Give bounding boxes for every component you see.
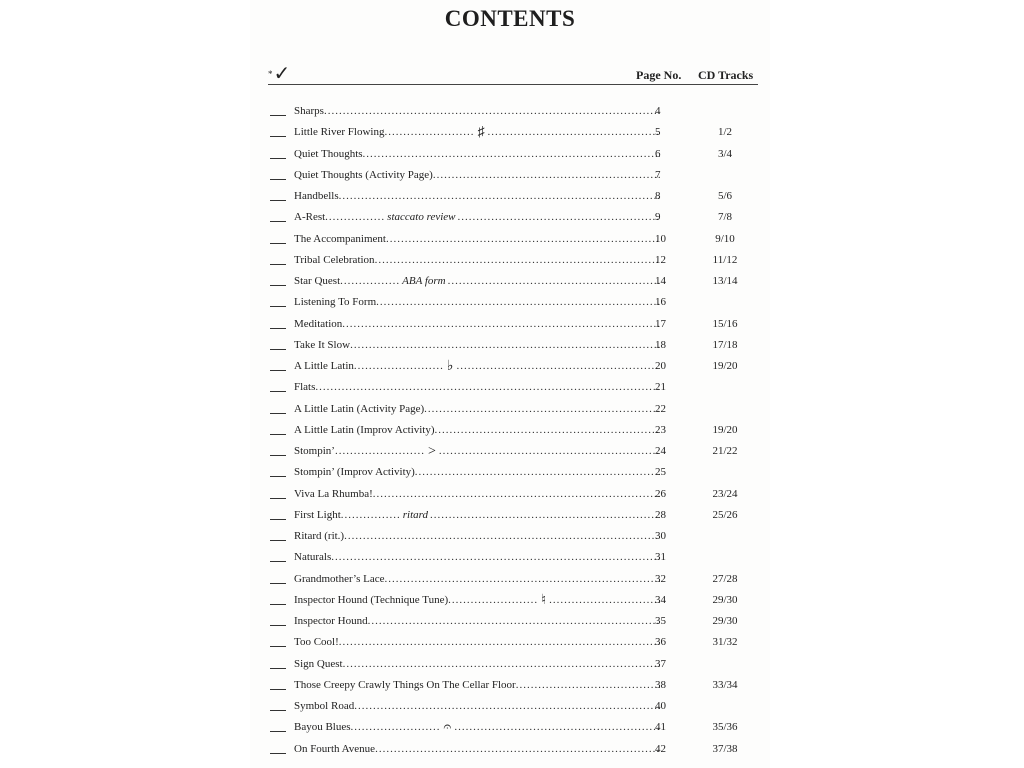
dot-leader (342, 314, 660, 335)
cd-tracks: 9/10 (715, 232, 735, 245)
cd-tracks: 11/12 (712, 253, 738, 266)
cd-tracks: 27/28 (712, 572, 738, 585)
entry-title: First Light (294, 508, 341, 521)
list-item (270, 165, 770, 186)
page-number: 31 (655, 551, 666, 564)
checkbox-line (270, 753, 286, 754)
entry-title-leader (294, 696, 660, 717)
entry-title-leader (294, 144, 660, 165)
page-number: 14 (655, 275, 666, 287)
checkbox-line (270, 476, 286, 477)
contents-page (250, 0, 770, 768)
checkbox-line (270, 115, 286, 116)
entry-title: The Accompaniment (294, 232, 386, 245)
dot-leader (354, 696, 660, 717)
entry-title: A Little Latin (Activity Page) (294, 402, 425, 415)
cd-tracks: 15/16 (712, 317, 738, 330)
dot-leader (315, 377, 660, 398)
list-item (270, 484, 770, 505)
dot-leader (448, 271, 660, 292)
cd-tracks: 1/2 (717, 126, 733, 139)
list-item (270, 526, 770, 547)
page-number: 7 (655, 168, 661, 181)
entry-title: Stompin’ (Improv Activity) (294, 466, 415, 479)
entry-title-leader (294, 250, 660, 271)
entry-title-leader (294, 441, 660, 462)
dot-leader (325, 207, 385, 228)
list-item (270, 441, 770, 462)
entry-title-leader (294, 356, 660, 377)
entry-title: A Little Latin (Improv Activity) (294, 423, 435, 436)
checkbox-line (270, 625, 286, 626)
list-item (270, 675, 770, 696)
entry-annotation: staccato review (387, 211, 456, 224)
entry-title: Symbol Road (294, 700, 355, 712)
list-item (270, 377, 770, 398)
list-item (270, 101, 770, 122)
checkbox-line (270, 604, 286, 605)
dot-leader (457, 356, 661, 377)
list-item (270, 632, 770, 653)
entry-title: Sharps (294, 105, 324, 117)
checkbox-line (270, 328, 286, 329)
entry-title-leader (294, 654, 660, 675)
dot-leader (516, 675, 660, 696)
dot-leader (439, 441, 660, 462)
page-number: 36 (655, 636, 666, 649)
page-number: 5 (655, 126, 661, 139)
page-number: 9 (655, 211, 661, 224)
dot-leader (549, 590, 660, 611)
entry-title-leader (294, 377, 660, 398)
entry-title-leader (294, 335, 660, 356)
cd-tracks: 5/6 (717, 190, 733, 202)
list-item (270, 229, 770, 250)
entry-title-leader (294, 484, 660, 505)
checkbox-line (270, 689, 286, 690)
page-number: 35 (655, 615, 666, 627)
list-item (270, 271, 770, 292)
list-item (270, 144, 770, 165)
entry-title: Grandmother’s Lace (294, 572, 385, 585)
list-item (270, 696, 770, 717)
entry-title-leader (294, 739, 660, 760)
cd-tracks: 17/18 (712, 338, 738, 351)
cd-tracks: 3/4 (717, 147, 733, 160)
dot-leader (375, 739, 660, 760)
table-header (268, 64, 758, 85)
dot-leader (343, 654, 660, 675)
dot-leader (376, 292, 660, 313)
dot-leader (386, 229, 660, 250)
list-item (270, 250, 770, 271)
checkbox-line (270, 455, 286, 456)
music-symbol-icon: ♮ (541, 592, 547, 608)
dot-leader (339, 632, 660, 653)
entry-title: A Little Latin (294, 360, 354, 372)
page-number: 18 (655, 338, 666, 351)
dot-leader (335, 441, 425, 462)
dot-leader (368, 611, 660, 632)
dot-leader (363, 144, 660, 165)
entry-title: Flats (294, 381, 316, 394)
cd-tracks: 33/34 (712, 678, 738, 691)
page-number: 10 (655, 232, 666, 245)
entry-title: Inspector Hound (Technique Tune) (294, 593, 449, 606)
checkbox-line (270, 243, 286, 244)
checkbox-line (270, 264, 286, 265)
page-number: 34 (655, 593, 666, 606)
page-number-column-header: Page No. (636, 68, 682, 82)
dot-leader (324, 101, 660, 122)
entry-title: Stompin’ (294, 445, 335, 457)
dot-leader (487, 122, 660, 143)
checkbox-line (270, 668, 286, 669)
page-number: 24 (655, 445, 666, 457)
checkbox-line (270, 158, 286, 159)
dot-leader (454, 717, 660, 738)
entry-title: Meditation (294, 317, 343, 330)
page-number: 38 (655, 678, 666, 691)
page-number: 23 (655, 423, 666, 436)
entry-title-leader (294, 292, 660, 313)
checkbox-line (270, 434, 286, 435)
entry-title: A-Rest (294, 211, 326, 224)
cd-tracks: 19/20 (712, 360, 738, 372)
dot-leader (341, 505, 401, 526)
page-number: 21 (655, 381, 666, 394)
dot-leader (339, 186, 660, 207)
page-number: 41 (655, 721, 666, 734)
cd-tracks: 13/14 (712, 275, 738, 287)
list-item (270, 547, 770, 568)
entry-title: Quiet Thoughts (Activity Page) (294, 168, 433, 181)
checkbox-line (270, 519, 286, 520)
entry-title: Those Creepy Crawly Things On The Cellar Floor (294, 678, 516, 691)
checkbox-line (270, 349, 286, 350)
list-item (270, 654, 770, 675)
cd-tracks: 7/8 (717, 211, 733, 224)
entry-title-leader (294, 675, 660, 696)
entry-title: Star Quest (294, 275, 341, 287)
dot-leader (415, 462, 660, 483)
dot-leader (344, 526, 660, 547)
check-column-header (268, 64, 290, 84)
list-item (270, 611, 770, 632)
page-number: 22 (655, 402, 666, 415)
checkbox-line (270, 731, 286, 732)
page-number: 8 (655, 190, 661, 202)
checkbox-line (270, 391, 286, 392)
entry-title-leader (294, 122, 660, 143)
entry-title-leader (294, 569, 660, 590)
cd-tracks: 31/32 (712, 636, 738, 649)
entry-title-leader (294, 547, 660, 568)
checkbox-line (270, 561, 286, 562)
checkbox-line (270, 370, 286, 371)
page-number: 37 (655, 657, 666, 670)
cd-tracks: 35/36 (712, 721, 738, 734)
checkbox-line (270, 136, 286, 137)
entry-title-leader (294, 229, 660, 250)
list-item (270, 505, 770, 526)
entry-title: Sign Quest (294, 657, 343, 670)
entry-title-leader (294, 462, 660, 483)
checkbox-line (270, 221, 286, 222)
entry-title: Ritard (rit.) (294, 530, 345, 542)
cd-tracks: 29/30 (712, 615, 738, 627)
entry-title-leader (294, 101, 660, 122)
entry-title: Inspector Hound (294, 615, 368, 627)
entry-title: Naturals (294, 551, 332, 564)
entry-title-leader (294, 526, 660, 547)
asterisk-icon: * (268, 69, 273, 79)
dot-leader (458, 207, 661, 228)
list-item (270, 717, 770, 738)
dot-leader (375, 250, 660, 271)
entry-title-leader (294, 271, 660, 292)
entry-annotation: ritard (402, 508, 429, 521)
checkbox-line (270, 200, 286, 201)
dot-leader (424, 399, 660, 420)
entry-title: Bayou Blues (294, 721, 351, 734)
list-item (270, 335, 770, 356)
music-symbol-icon: ♯ (477, 125, 485, 141)
list-item (270, 590, 770, 611)
dot-leader (435, 420, 660, 441)
page-number: 40 (655, 700, 666, 712)
checkbox-line (270, 179, 286, 180)
checkbox-line (270, 285, 286, 286)
entry-title-leader (294, 165, 660, 186)
page-number: 30 (655, 530, 666, 542)
entry-title-leader (294, 207, 660, 228)
cd-tracks: 19/20 (712, 423, 738, 436)
entry-title: Viva La Rhumba! (294, 487, 373, 500)
entry-title-leader (294, 611, 660, 632)
entry-title-leader (294, 717, 660, 738)
entry-title: On Fourth Avenue (294, 742, 376, 755)
entry-title: Tribal Celebration (294, 253, 375, 266)
entry-title: Listening To Form (294, 296, 377, 309)
cd-tracks: 29/30 (712, 593, 738, 606)
list-item (270, 462, 770, 483)
dot-leader (373, 484, 660, 505)
page-number: 42 (655, 742, 666, 755)
entry-title-leader (294, 186, 660, 207)
list-item (270, 122, 770, 143)
music-symbol-icon: 𝄐 (443, 720, 452, 736)
list-item (270, 739, 770, 760)
list-item (270, 292, 770, 313)
page-number: 20 (655, 360, 666, 372)
dot-leader (350, 335, 660, 356)
entry-title-leader (294, 314, 660, 335)
dot-leader (384, 122, 474, 143)
page-number: 12 (655, 253, 666, 266)
dot-leader (340, 271, 400, 292)
dot-leader (351, 717, 441, 738)
checkbox-line (270, 498, 286, 499)
cd-tracks: 25/26 (712, 508, 738, 521)
checkbox-line (270, 306, 286, 307)
entry-title: Handbells (294, 190, 339, 202)
list-item (270, 314, 770, 335)
entry-title: Too Cool! (294, 636, 339, 649)
contents-list (270, 101, 770, 760)
entry-title-leader (294, 505, 660, 526)
dot-leader (433, 165, 660, 186)
entry-title: Take It Slow (294, 338, 351, 351)
entry-title: Quiet Thoughts (294, 147, 363, 160)
entry-title: Little River Flowing (294, 126, 385, 139)
entry-title-leader (294, 420, 660, 441)
music-symbol-icon: ♭ (446, 359, 454, 374)
list-item (270, 420, 770, 441)
cd-tracks: 23/24 (712, 487, 738, 500)
checkbox-line (270, 413, 286, 414)
entry-title-leader (294, 399, 660, 420)
list-item (270, 399, 770, 420)
checkbox-line (270, 646, 286, 647)
checkbox-line (270, 583, 286, 584)
page-title: CONTENTS (444, 6, 576, 31)
list-item (270, 356, 770, 377)
list-item (270, 186, 770, 207)
cd-tracks: 37/38 (712, 742, 738, 755)
cd-tracks: 21/22 (712, 445, 738, 457)
page-number: 26 (655, 487, 666, 500)
checkmark-icon: ✓ (273, 63, 291, 85)
page-number: 4 (655, 105, 661, 117)
page-number: 16 (655, 296, 666, 309)
dot-leader (331, 547, 660, 568)
entry-title-leader (294, 632, 660, 653)
page-number: 6 (655, 147, 661, 160)
music-symbol-icon: > (427, 444, 436, 459)
dot-leader (430, 505, 660, 526)
dot-leader (354, 356, 444, 377)
list-item (270, 569, 770, 590)
dot-leader (448, 590, 538, 611)
checkbox-line (270, 540, 286, 541)
page-number: 28 (655, 508, 666, 521)
page-number: 32 (655, 572, 666, 585)
page-number: 25 (655, 466, 666, 479)
entry-annotation: ABA form (402, 275, 446, 287)
page-number: 17 (655, 317, 666, 330)
dot-leader (385, 569, 660, 590)
list-item (270, 207, 770, 228)
entry-title-leader (294, 590, 660, 611)
cd-tracks-column-header: CD Tracks (698, 68, 754, 82)
checkbox-line (270, 710, 286, 711)
